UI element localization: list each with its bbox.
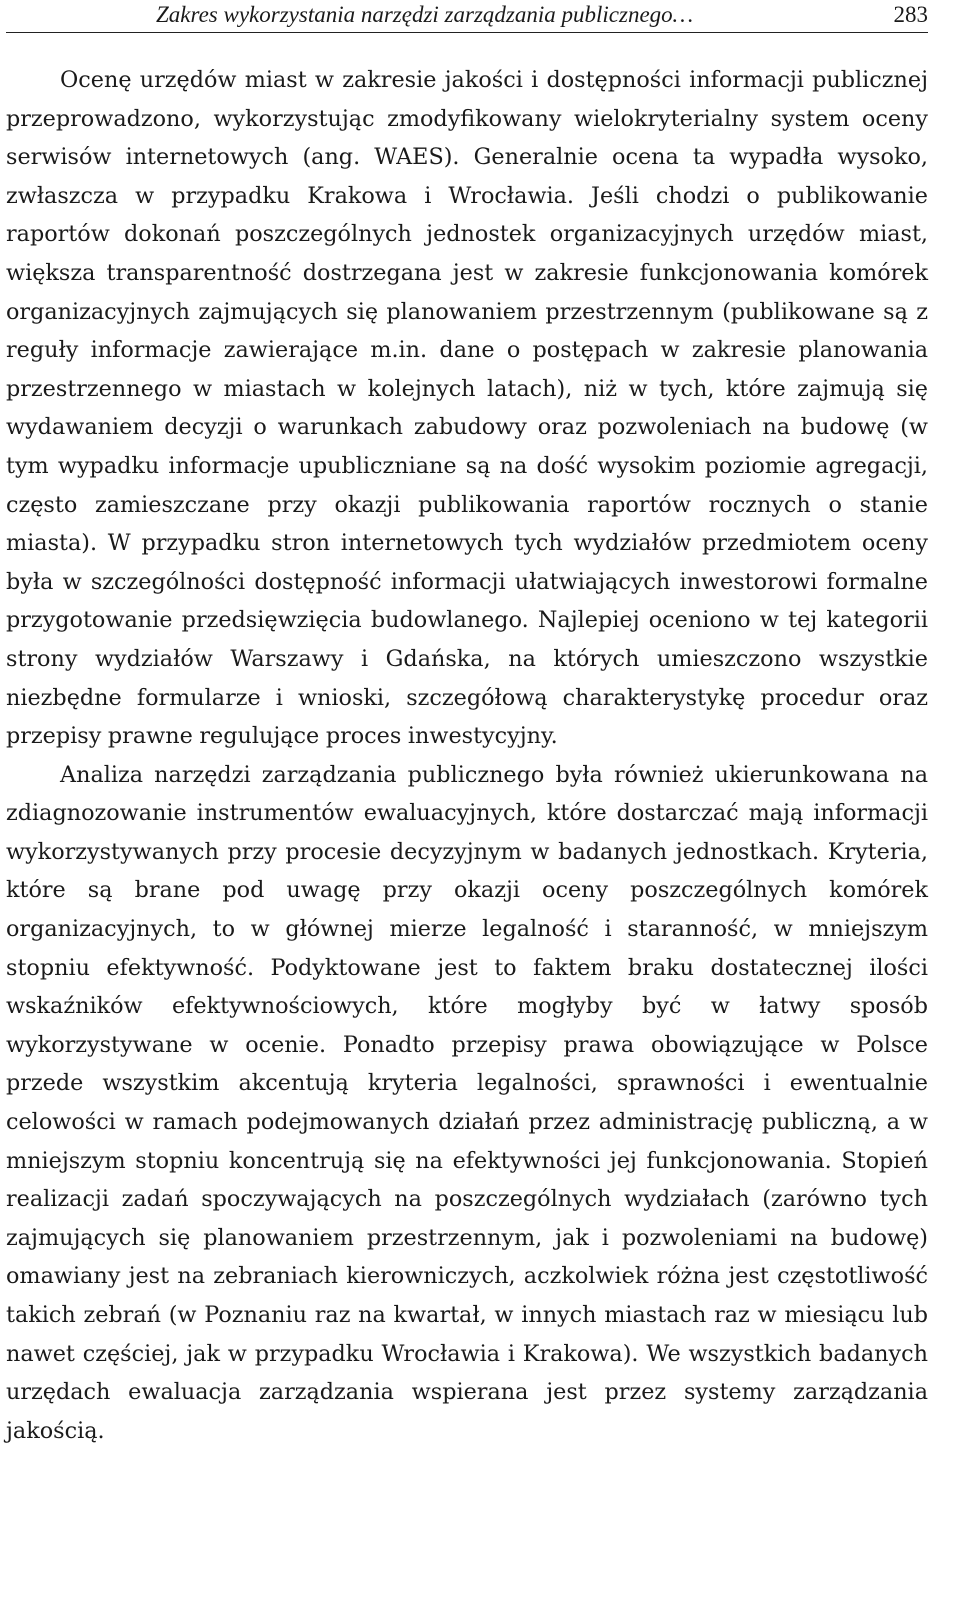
running-title: Zakres wykorzystania narzędzi zarządzania publicznego… xyxy=(156,2,694,27)
page-number: 283 xyxy=(893,2,928,27)
paragraph-2: Analiza narzędzi zarządzania publicznego była również ukierunkowana na zdiagnozowanie instrumentów ewaluacyjnych, które dostarczać mają informacji wykorzystywanych przy procesie decyzyjnym w badanych jednostkach. Kryteria, które są brane pod uwagę przy okazji oceny poszczególnych komórek organizacyjnych, to w głównej mierze legalność i staranność, w mniejszym stopniu efektywność. Podyktowane jest to faktem braku dostatecznej ilości wskaźników efektywnościowych, które mogłyby być w łatwy sposób wykorzystywane w ocenie. Ponadto przepisy prawa obowiązujące w Polsce przede wszystkim akcentują kryteria legalności, sprawności i ewentualnie celowości w ramach podejmowanych działań przez administrację publiczną, a w mniejszym stopniu koncentrują się na efektywności jej funkcjonowania. Stopień realizacji zadań spoczywających na poszczególnych wydziałach (zarówno tych zajmujących się planowaniem przestrzennym, jak i pozwoleniami na budowę) omawiany jest na zebraniach kierowniczych, aczkolwiek różna jest częstotliwość takich zebrań (w Poznaniu raz na kwartał, w innych miastach raz w miesiącu lub nawet częściej, jak w przypadku Wrocławia i Krakowa). We wszystkich badanych urzędach ewaluacja zarządzania wspierana jest przez systemy zarządzania jakością. xyxy=(6,761,928,1444)
paragraph-1: Ocenę urzędów miast w zakresie jakości i dostępności informacji publicznej przeprowadzono, wykorzystując zmodyfikowany wielokryterialny system oceny serwisów internetowych (ang. WAES). Generalnie ocena ta wypadła wysoko, zwłaszcza w przypadku Krakowa i Wrocławia. Jeśli chodzi o publikowanie raportów dokonań poszczególnych jednostek organizacyjnych urzędów miast, większa transparentność dostrzegana jest w zakresie funkcjonowania komórek organizacyjnych zajmujących się planowaniem przestrzennym (publikowane są z reguły informacje zawierające m.in. dane o postępach w zakresie planowania przestrzennego w miastach w kolejnych latach), niż w tych, które zajmują się wydawaniem decyzji o warunkach zabudowy oraz pozwoleniach na budowę (w tym wypadku informacje upubliczniane są na dość wysokim poziomie agregacji, często zamieszczane przy okazji publikowania raportów rocznych o stanie miasta). W przypadku stron internetowych tych wydziałów przedmiotem oceny była w szczególności dostępność informacji ułatwiających inwestorowi formalne przygotowanie przedsięwzięcia budowlanego. Najlepiej oceniono w tej kategorii strony wydziałów Warszawy i Gdańska, na których umieszczono wszystkie niezbędne formularze i wnioski, szczegółową charakterystykę procedur oraz przepisy prawne regulujące proces inwestycyjny. xyxy=(6,67,928,750)
running-header xyxy=(6,0,928,33)
body-text xyxy=(6,61,928,1450)
document-page xyxy=(6,0,928,1450)
